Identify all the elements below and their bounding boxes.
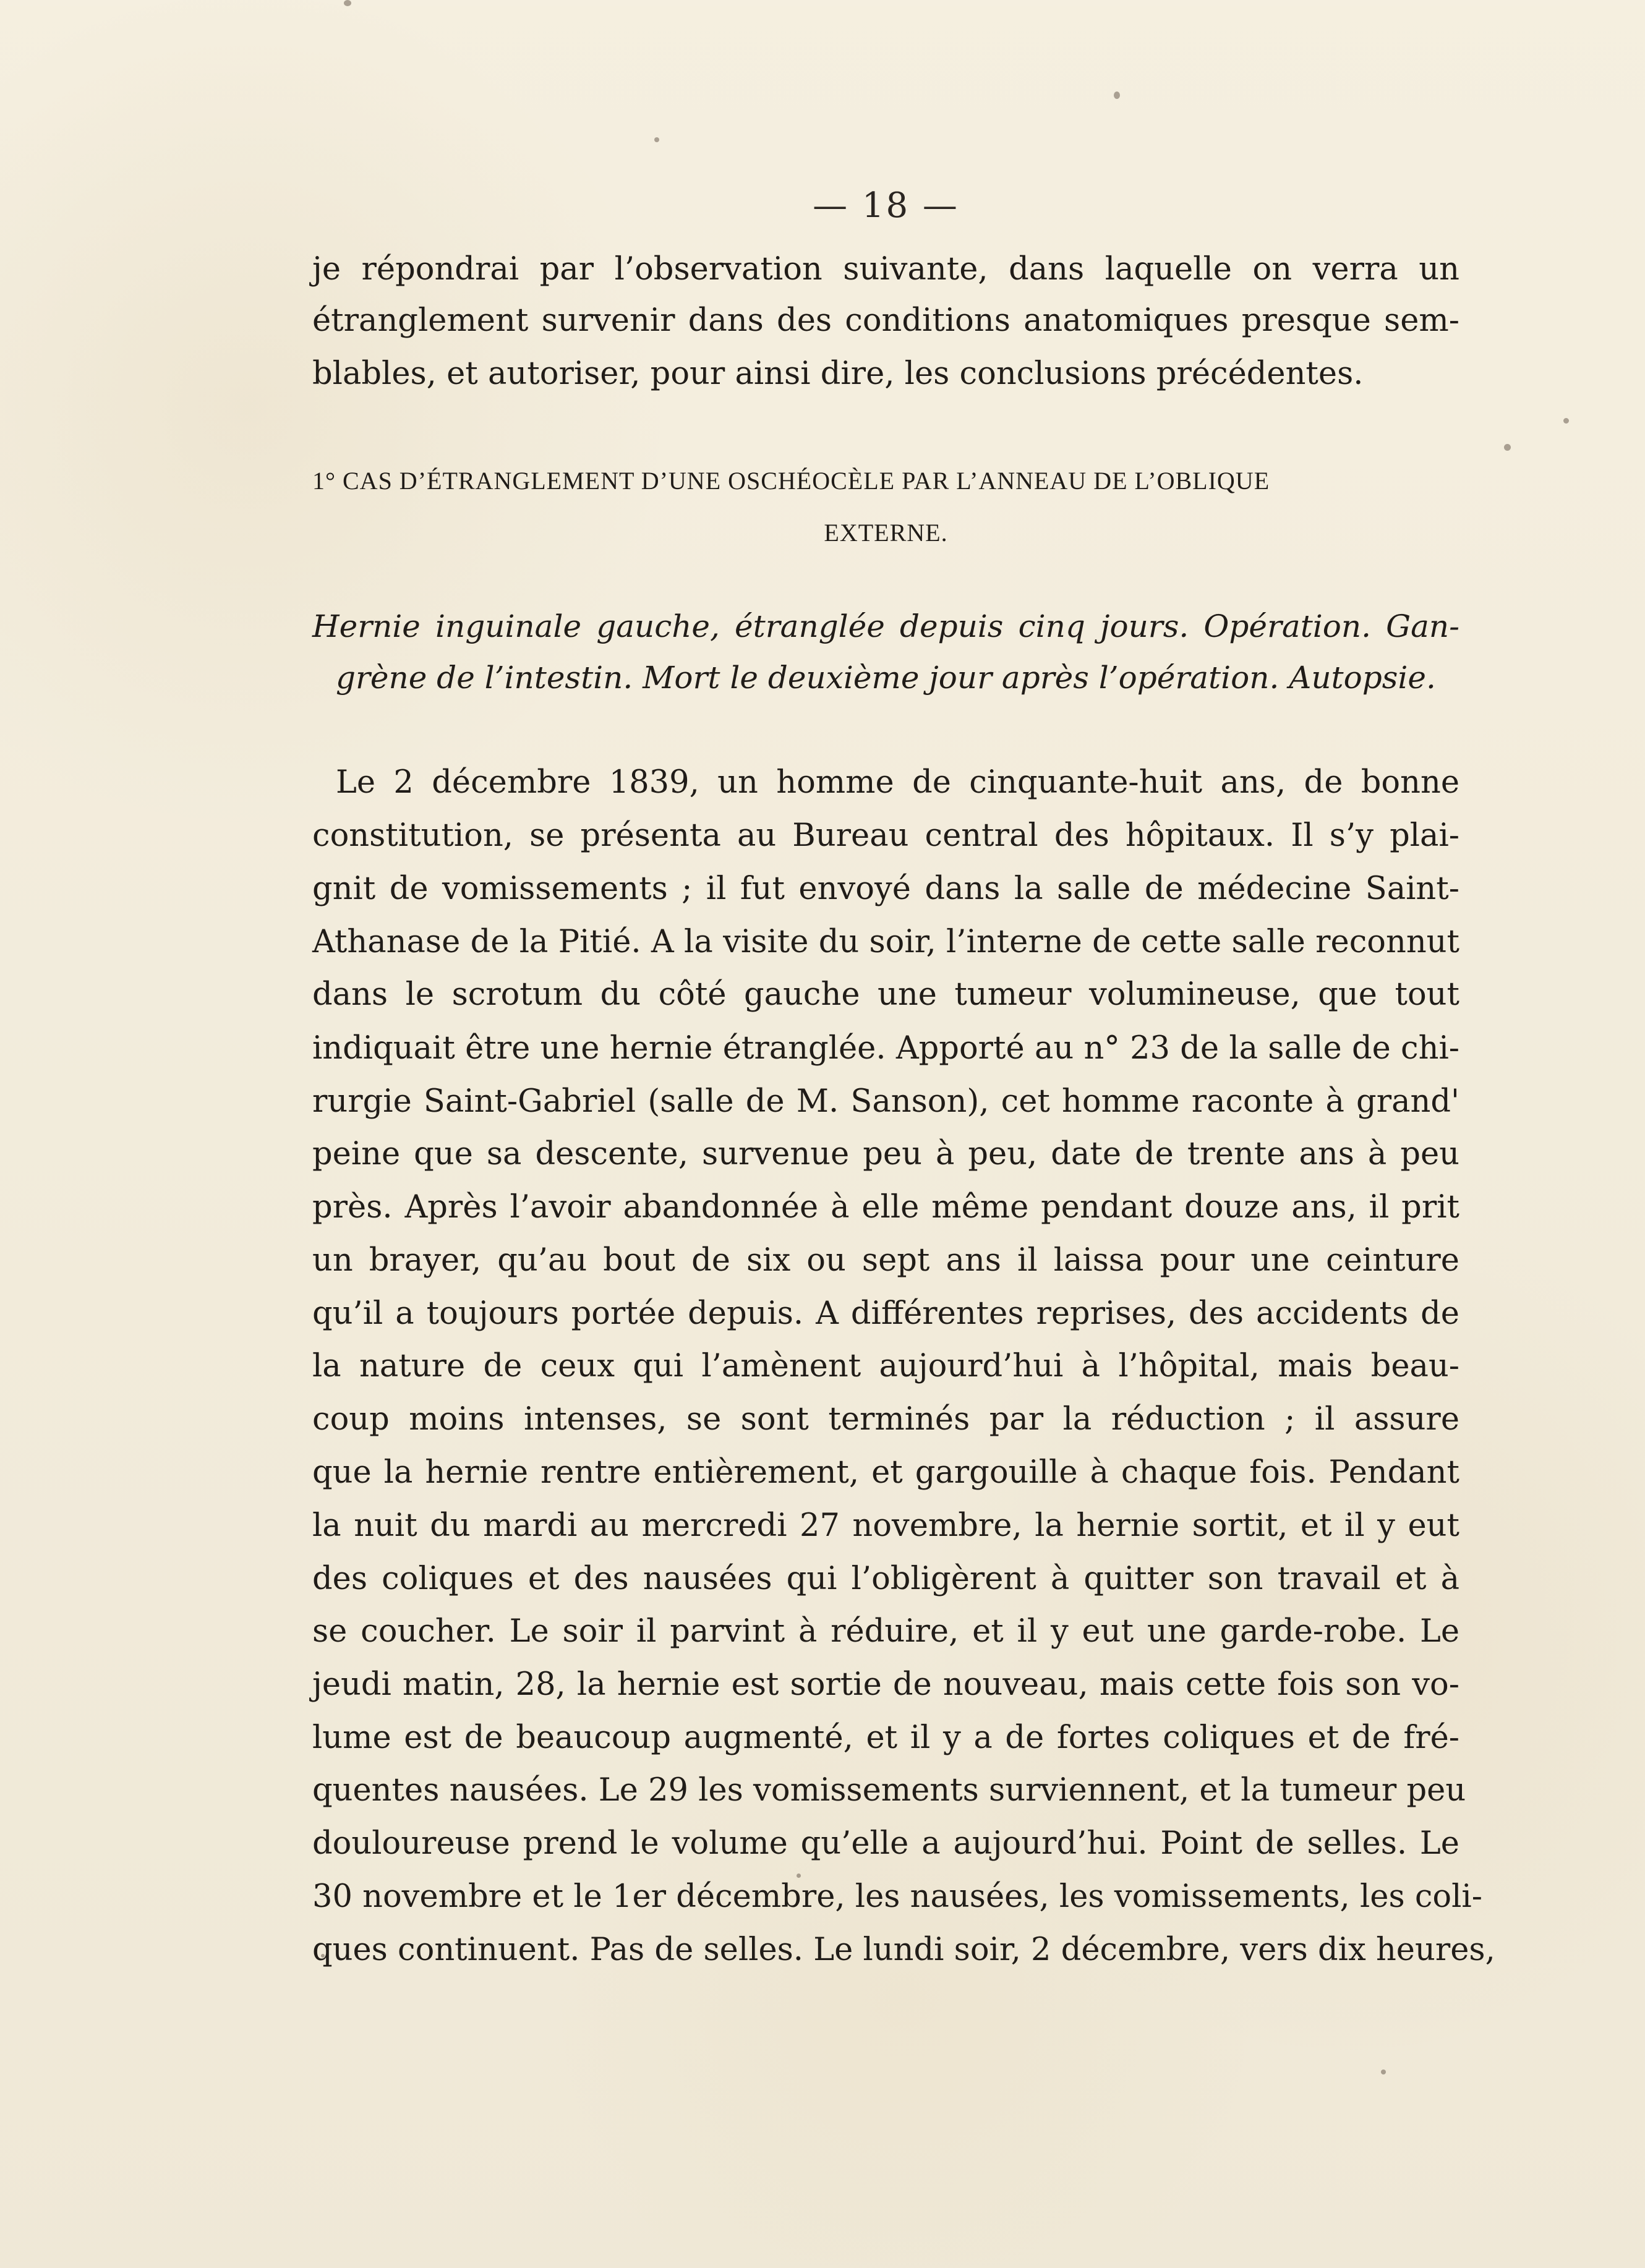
- body-line: indiquait être une hernie étranglée. Apporté au n° 23 de la salle de chi-: [312, 1030, 1459, 1067]
- body-line: rurgie Saint-Gabriel (salle de M. Sanson), cet homme raconte à grand': [312, 1083, 1459, 1120]
- body-line: jeudi matin, 28, la hernie est sortie de nouveau, mais cette fois son vo-: [312, 1666, 1459, 1703]
- paper-speck: [654, 137, 659, 142]
- body-line: peine que sa descente, survenue peu à peu, date de trente ans à peu: [312, 1136, 1459, 1172]
- intro-line: je répondrai par l’observation suivante, dans laquelle on verra un: [312, 251, 1459, 288]
- section-heading: 1° CAS D’ÉTRANGLEMENT D’UNE OSCHÉOCÈLE PAR L’ANNEAU DE L’OBLIQUE: [312, 467, 1270, 495]
- body-line: la nature de ceux qui l’amènent aujourd’hui à l’hôpital, mais beau-: [312, 1348, 1459, 1384]
- body-line: lume est de beaucoup augmenté, et il y a de fortes coliques et de fré-: [312, 1720, 1459, 1756]
- section-heading-continued: EXTERNE.: [824, 519, 948, 547]
- paper-speck: [344, 0, 351, 6]
- body-line: Athanase de la Pitié. A la visite du soir, l’interne de cette salle reconnut: [312, 924, 1459, 960]
- body-line: se coucher. Le soir il parvint à réduire, et il y eut une garde-robe. Le: [312, 1613, 1459, 1650]
- body-line: la nuit du mardi au mercredi 27 novembre, la hernie sortit, et il y eut: [312, 1507, 1459, 1544]
- body-line: douloureuse prend le volume qu’elle a aujourd’hui. Point de selles. Le: [312, 1825, 1459, 1862]
- body-line: ques continuent. Pas de selles. Le lundi soir, 2 décembre, vers dix heures,: [312, 1932, 1495, 1968]
- paper-speck: [1381, 2070, 1386, 2074]
- page-number: — 18 —: [813, 185, 959, 226]
- case-summary-line: grène de l’intestin. Mort le deuxième jour après l’opération. Autopsie.: [336, 660, 1436, 696]
- paper-speck: [1504, 444, 1511, 451]
- paper-speck: [1114, 92, 1120, 99]
- paper-speck: [797, 1874, 801, 1878]
- body-line: 30 novembre et le 1er décembre, les nausées, les vomissements, les coli-: [312, 1878, 1482, 1915]
- body-line: que la hernie rentre entièrement, et gargouille à chaque fois. Pendant: [312, 1454, 1459, 1491]
- body-line: dans le scrotum du côté gauche une tumeur volumineuse, que tout: [312, 976, 1459, 1013]
- body-line: constitution, se présenta au Bureau central des hôpitaux. Il s’y plai-: [312, 817, 1459, 854]
- body-line: gnit de vomissements ; il fut envoyé dans la salle de médecine Saint-: [312, 871, 1459, 907]
- paper-speck: [1563, 418, 1569, 424]
- body-line: coup moins intenses, se sont terminés par la réduction ; il assure: [312, 1401, 1459, 1438]
- body-line: près. Après l’avoir abandonnée à elle même pendant douze ans, il prit: [312, 1189, 1459, 1226]
- body-line: quentes nausées. Le 29 les vomissements surviennent, et la tumeur peu: [312, 1772, 1466, 1809]
- intro-line: blables, et autoriser, pour ainsi dire, les conclusions précédentes.: [312, 356, 1364, 392]
- body-line: Le 2 décembre 1839, un homme de cinquante-huit ans, de bonne: [336, 764, 1459, 801]
- body-line: un brayer, qu’au bout de six ou sept ans il laissa pour une ceinture: [312, 1242, 1459, 1279]
- body-line: qu’il a toujours portée depuis. A différentes reprises, des accidents de: [312, 1295, 1459, 1332]
- intro-line: étranglement survenir dans des conditions anatomiques presque sem-: [312, 302, 1459, 339]
- body-line: des coliques et des nausées qui l’obligèrent à quitter son travail et à: [312, 1561, 1459, 1597]
- case-summary-line: Hernie inguinale gauche, étranglée depuis cinq jours. Opération. Gan-: [312, 608, 1459, 644]
